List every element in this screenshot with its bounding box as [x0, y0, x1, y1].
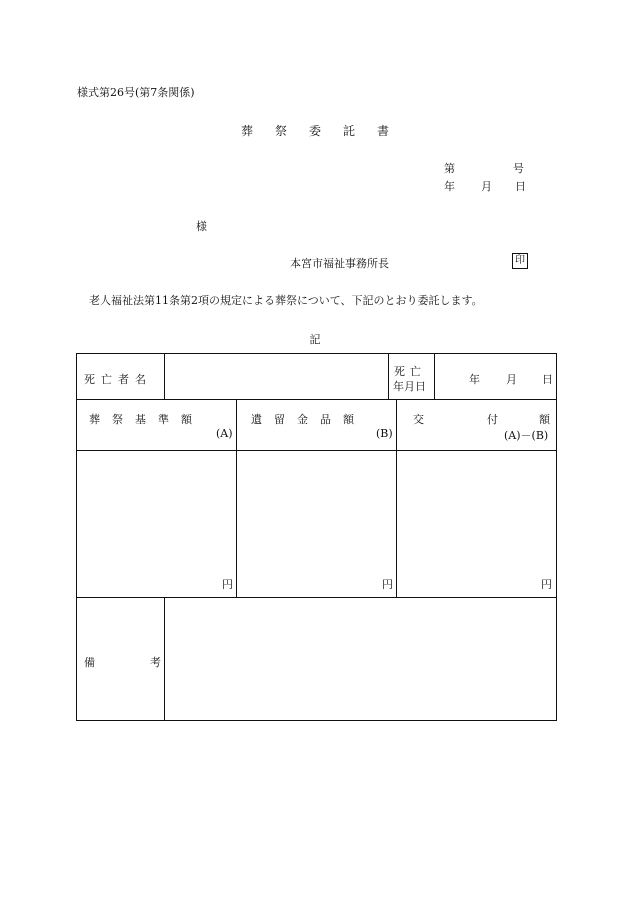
delivery-amount-label-1: 交	[413, 413, 424, 426]
document-title: 葬祭委託書	[240, 124, 411, 138]
issuer-name: 本宮市福祉事務所長	[290, 257, 389, 270]
table-col-divider	[164, 354, 165, 399]
standard-amount-label: 葬祭基準額	[89, 413, 204, 426]
death-date-month: 月	[506, 373, 517, 386]
table-col-divider	[388, 354, 389, 399]
body-text: 老人福祉法第11条第2項の規定による葬祭について、下記のとおり委託します。	[89, 294, 483, 307]
reference-number-suffix: 号	[513, 162, 524, 175]
standard-amount-code: (A)	[216, 427, 233, 440]
table-row-divider	[77, 399, 556, 400]
addressee-honorific: 様	[196, 220, 207, 233]
table-row-divider	[77, 450, 556, 451]
delivery-amount-code: (A)－(B)	[504, 429, 549, 442]
death-date-label-top: 死亡	[394, 365, 426, 378]
delivery-amount-yen: 円	[541, 578, 552, 591]
table-col-divider	[434, 354, 435, 399]
table-row-divider	[77, 597, 556, 598]
reference-number-prefix: 第	[444, 162, 455, 175]
standard-amount-yen: 円	[222, 578, 233, 591]
death-date-label-bottom: 年月日	[393, 380, 426, 393]
table-col-divider	[396, 399, 397, 597]
delivery-amount-label-2: 付	[487, 413, 498, 426]
seal-icon: 印	[512, 253, 528, 269]
remains-amount-label: 遺留金品額	[251, 413, 366, 426]
delivery-amount-label-3: 額	[539, 413, 550, 426]
remarks-label-1: 備	[84, 656, 95, 669]
remarks-label-2: 考	[150, 656, 161, 669]
death-date-year: 年	[469, 373, 480, 386]
table-col-divider	[236, 399, 237, 597]
death-date-day: 日	[542, 373, 553, 386]
remains-amount-yen: 円	[382, 578, 393, 591]
remains-amount-code: (B)	[376, 427, 393, 440]
table-col-divider	[164, 597, 165, 720]
form-number: 様式第26号(第7条関係)	[77, 86, 195, 99]
deceased-name-label: 死亡者名	[84, 373, 152, 386]
issue-date-year: 年	[444, 180, 455, 193]
ki-label: 記	[309, 333, 321, 346]
issue-date-month: 月	[481, 180, 492, 193]
commission-table	[76, 353, 557, 721]
issue-date-day: 日	[515, 180, 526, 193]
